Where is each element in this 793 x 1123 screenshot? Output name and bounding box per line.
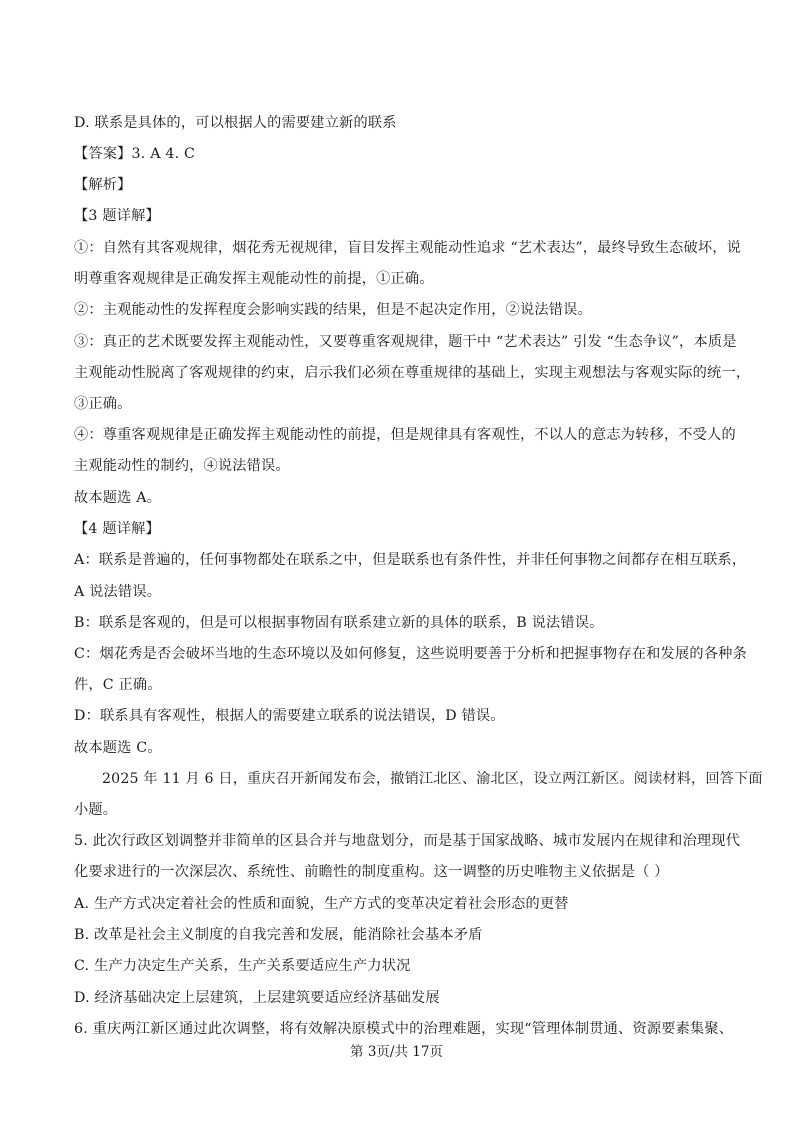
q3-point-3-cont: 主观能动性脱离了客观规律的约束，启示我们必须在尊重规律的基础上，实现主观想法与客观实际的统一， <box>74 365 751 381</box>
material-intro-cont: 小题。 <box>74 802 118 818</box>
question-5-cont: 化要求进行的一次深层次、系统性、前瞻性的制度重构。这一调整的历史唯物主义依据是（ ） <box>74 864 669 880</box>
q5-option-c: C. 生产力决定生产关系，生产关系要适应生产力状况 <box>74 958 411 974</box>
q3-conclusion: 故本题选 A。 <box>74 490 162 506</box>
q3-point-1-cont: 明尊重客观规律是正确发挥主观能动性的前提，①正确。 <box>74 271 434 287</box>
q4-point-a-cont: A 说法错误。 <box>74 584 162 600</box>
q4-point-c: C：烟花秀是否会破坏当地的生态环境以及如何修复，这些说明要善于分析和把握事物存在和发展的各种条 <box>74 646 747 662</box>
option-d-q4: D. 联系是具体的，可以根据人的需要建立新的联系 <box>74 115 397 131</box>
question-5: 5. 此次行政区划调整并非简单的区县合并与地盘划分，而是基于国家战略、城市发展内在规律和治理现代 <box>74 833 741 849</box>
q3-point-3: ③：真正的艺术既要发挥主观能动性，又要尊重客观规律，题干中 “艺术表达” 引发 “生态争议”，本质是 <box>74 334 737 350</box>
analysis-heading: 【解析】 <box>74 177 132 193</box>
q4-conclusion: 故本题选 C。 <box>74 740 162 756</box>
page-footer: 第 3页/共 17页 <box>350 1044 443 1060</box>
q3-point-4: ④：尊重客观规律是正确发挥主观能动性的前提，但是规律具有客观性，不以人的意志为转移，不受人的 <box>74 427 736 443</box>
q4-point-d: D：联系具有客观性，根据人的需要建立联系的说法错误，D 错误。 <box>74 708 505 724</box>
material-intro: 2025 年 11 月 6 日，重庆召开新闻发布会，撤销江北区、渝北区，设立两江新区。阅读材料，回答下面 <box>102 771 763 787</box>
answer-line: 【答案】3. A 4. C <box>74 146 196 162</box>
q4-point-b: B：联系是客观的，但是可以根据事物固有联系建立新的具体的联系，B 说法错误。 <box>74 615 604 631</box>
q4-detail-heading: 【4 题详解】 <box>74 521 160 537</box>
question-6: 6. 重庆两江新区通过此次调整，将有效解决原模式中的治理难题，实现“管理体制贯通、资源要素集聚、 <box>74 1021 734 1037</box>
q5-option-b: B. 改革是社会主义制度的自我完善和发展，能消除社会基本矛盾 <box>74 927 483 943</box>
q3-detail-heading: 【3 题详解】 <box>74 208 160 224</box>
q4-point-c-cont: 件，C 正确。 <box>74 677 162 693</box>
q3-point-2: ②：主观能动性的发挥程度会影响实践的结果，但是不起决定作用，②说法错误。 <box>74 302 592 318</box>
q5-option-a: A. 生产方式决定着社会的性质和面貌，生产方式的变革决定着社会形态的更替 <box>74 896 569 912</box>
q4-point-a: A：联系是普遍的，任何事物都处在联系之中，但是联系也有条件性，并非任何事物之间都存在相互联系， <box>74 552 747 568</box>
q3-point-3-cont2: ③正确。 <box>74 396 132 412</box>
q3-point-1: ①：自然有其客观规律，烟花秀无视规律，盲目发挥主观能动性追求 “艺术表达”，最终导致生态破坏，说 <box>74 240 742 256</box>
q3-point-4-cont: 主观能动性的制约，④说法错误。 <box>74 458 290 474</box>
q5-option-d: D. 经济基础决定上层建筑，上层建筑要适应经济基础发展 <box>74 990 440 1006</box>
